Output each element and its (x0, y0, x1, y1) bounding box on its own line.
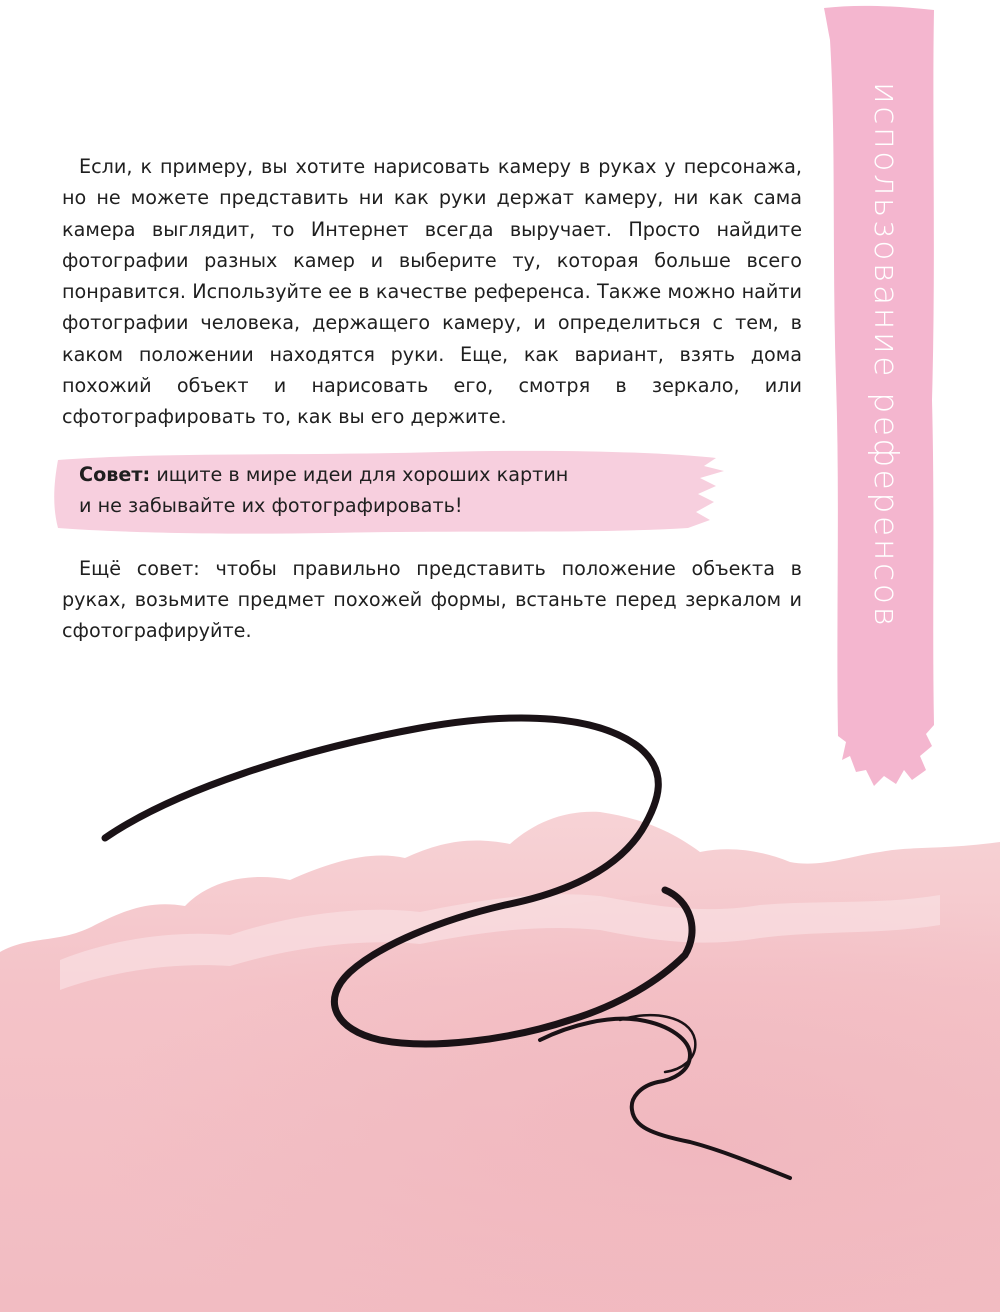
tip-text-1: ищите в мире идеи для хороших картин (150, 462, 569, 486)
tip-label: Совет: (79, 462, 151, 486)
tip-line-2: и не забывайте их фотографировать! (79, 493, 463, 517)
tip-line-1 (79, 459, 802, 490)
side-heading: использование референсов (867, 82, 906, 629)
main-content (62, 151, 802, 647)
paragraph-1: Если, к примеру, вы хотите нарисовать камеру в руках у персонажа, но не можете представить ни как руки держат камеру, ни как сама камера выглядит, то Интернет всегда выручает. Просто найдите фотографии разных камер и выберите ту, которая больше всего понравится. Используйте ее в качестве референса. Также можно найти фотографии человека, держащего камеру, и определиться с тем, в каком положении находятся руки. Еще, как вариант, взять дома похожий объект и нарисовать его, смотря в зеркало, или сфотографировать то, как вы его держите. (62, 155, 802, 429)
paragraph-2: Ещё совет: чтобы правильно представить положение объекта в руках, возьмите предмет похожей формы, встаньте перед зеркалом и сфотографируйте. (62, 556, 802, 643)
tip-box (62, 459, 802, 529)
